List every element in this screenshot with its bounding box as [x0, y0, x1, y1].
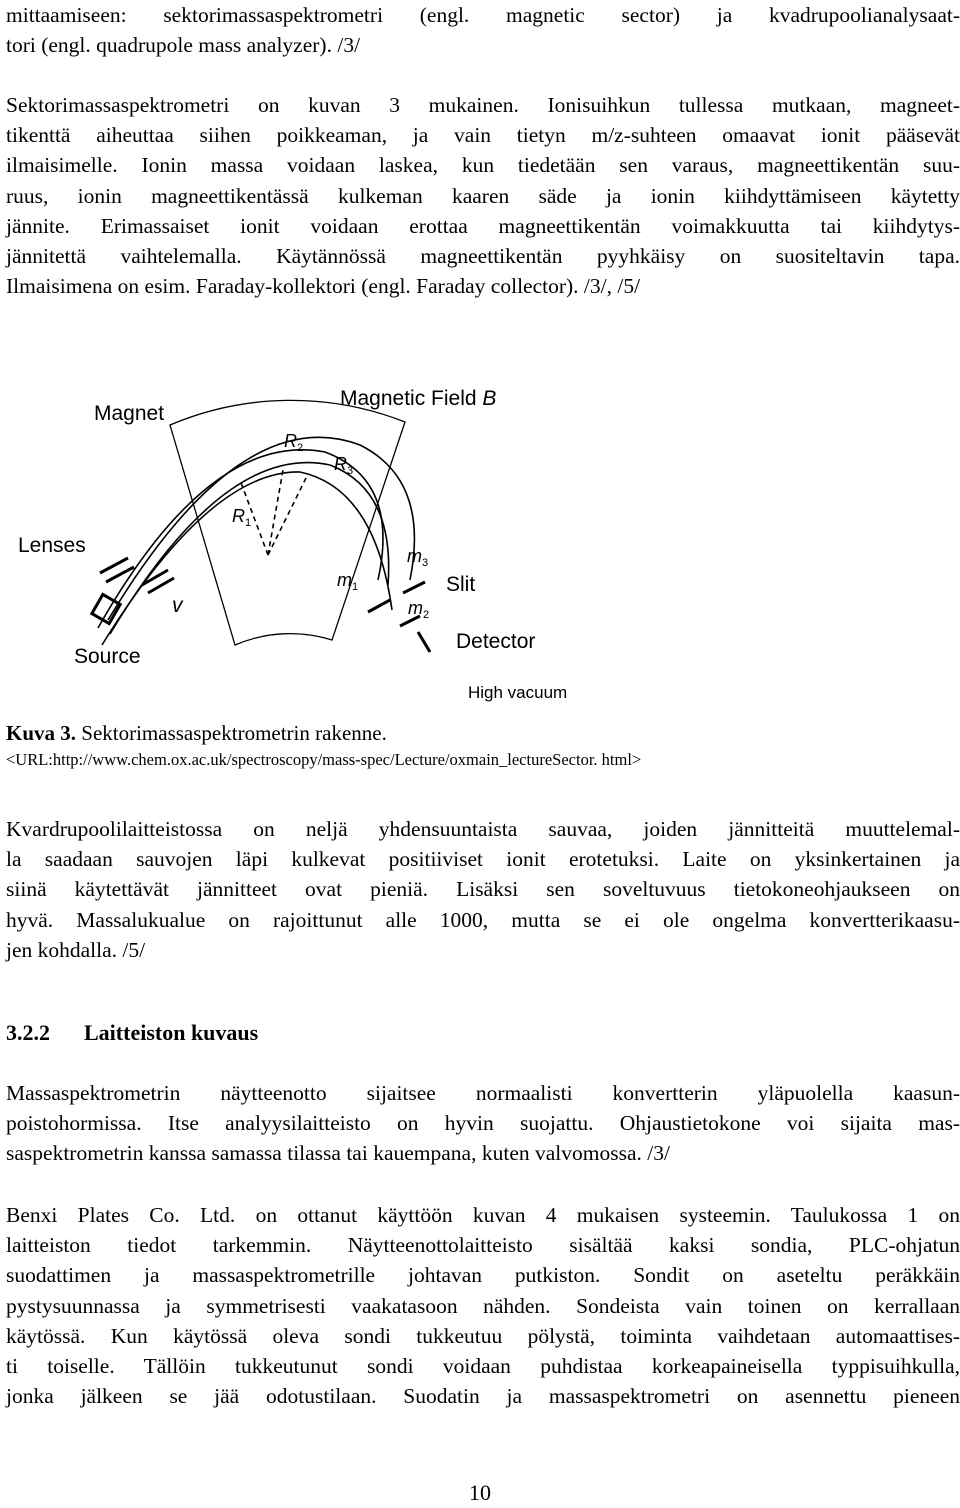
text-line: jen kohdalla. /5/ — [6, 937, 146, 962]
text-line: pystysuunnassa ja symmetrisesti vaakatasoon nähden. Sondeista vain toinen on kerrallaan — [6, 1293, 960, 1318]
text-line: tori (engl. quadrupole mass analyzer). /3/ — [6, 33, 361, 58]
mass-m3-label: $m_3$ — [407, 546, 429, 569]
radius-r1-label: $R_1$ — [232, 506, 252, 529]
paragraph-sector-spectrometer — [6, 90, 960, 301]
figure-source-url: <URL:http://www.chem.ox.ac.uk/spectroscopy/mass-spec/Lecture/oxmain_lectureSector. html> — [6, 750, 642, 769]
text-line: poistohormissa. Itse analyysilaitteisto on hyvin suojattu. Ohjaustietokone voi sijaita mas- — [6, 1111, 960, 1136]
text-line: mittaamiseen: sektorimassaspektrometri (engl. magnetic sector) ja kvadrupoolianalysaat- — [6, 3, 960, 27]
paragraph-intro — [6, 0, 960, 60]
text-line: siinä käytettävät jännitteet ovat pieniä. Lisäksi sen soveltuvuus tietokoneohjaukseen on — [6, 877, 960, 902]
text-line: Sektorimassaspektrometri on kuvan 3 mukainen. Ionisuihkun tullessa mutkaan, magneet- — [6, 93, 960, 117]
text-line: Massaspektrometrin näytteenotto sijaitsee normaalisti konvertterin yläpuolella kaasun- — [6, 1081, 960, 1105]
section-title: Laitteiston kuvaus — [84, 1020, 259, 1045]
page-number: 10 — [469, 1480, 491, 1505]
paragraph-sampling-location — [6, 1078, 960, 1169]
text-line: jonka jälkeen se jää odotustilaan. Suodatin ja massaspektrometri on asennettu pieneen — [6, 1384, 960, 1409]
text-line: Benxi Plates Co. Ltd. on ottanut käyttöön kuvan 4 mukaisen systeemin. Taulukossa 1 on — [6, 1203, 960, 1227]
text-line: ti toiselle. Tällöin tukkeutunut sondi voidaan puhdistaa korkeapaineisella typpisuihkulla, — [6, 1354, 960, 1379]
text-line: Ilmaisimena on esim. Faraday-kollektori (engl. Faraday collector). /3/, /5/ — [6, 274, 641, 299]
high-vacuum-label: High vacuum — [468, 683, 568, 702]
slit-label: Slit — [446, 573, 476, 596]
lenses-label: Lenses — [18, 534, 86, 557]
text-line: laitteiston tiedot tarkemmin. Näytteenottolaitteisto sisältää kaksi sondia, PLC-ohjatun — [6, 1233, 960, 1258]
magnetic-field-label: Magnetic Field B — [340, 387, 497, 410]
figure-caption — [6, 720, 387, 746]
source-label: Source — [74, 645, 141, 668]
velocity-label: v — [172, 594, 183, 617]
radius-r2-label: $R_2$ — [284, 431, 304, 454]
text-line: tikenttä aiheuttaa siihen poikkeaman, ja vain tietyn m/z-suhteen omaavat ionit pääsevät — [6, 123, 960, 148]
section-heading — [6, 1020, 258, 1046]
detector-label: Detector — [456, 630, 536, 653]
caption-text: Sektorimassaspektrometrin rakenne. — [76, 721, 387, 745]
text-line: suodattimen ja massaspektrometrille johtavan putkiston. Sondit on aseteltu peräkkäin — [6, 1263, 960, 1288]
radius-r3-label: $R_3$ — [334, 454, 354, 477]
section-number: 3.2.2 — [6, 1020, 50, 1045]
text-line: käytössä. Kun käytössä oleva sondi tukkeutuu pölystä, toiminta vaihdetaan automaattises- — [6, 1323, 960, 1348]
text-line: jännite. Erimassaiset ionit voidaan erottaa magneettikentän voimakkuutta tai kiihdytys- — [6, 213, 960, 238]
text-line: ruus, ionin magneettikentässä kulkeman kaaren säde ja ionin kiihdyttämiseen käytetty — [6, 183, 960, 208]
paragraph-benxi-system — [6, 1200, 960, 1411]
text-line: ilmaisimelle. Ionin massa voidaan laskea, kun tiedetään sen varaus, magneettikentän suu- — [6, 153, 960, 178]
text-line: la saadaan sauvojen läpi kulkevat positiiviset ionit erotetuksi. Laite on yksinkertainen ja — [6, 847, 960, 872]
mass-m1-label: $m_1$ — [337, 570, 359, 593]
mass-m2-label: $m_2$ — [408, 598, 430, 621]
magnet-label: Magnet — [94, 402, 165, 425]
text-line: Kvardrupoolilaitteistossa on neljä yhdensuuntaista sauvaa, joiden jännitteitä muuttelemal- — [6, 817, 960, 841]
text-line: saspektrometrin kanssa samassa tilassa tai kauempana, kuten valvomossa. /3/ — [6, 1141, 670, 1166]
paragraph-quadrupole — [6, 814, 960, 965]
text-line: jännitettä vaihtelemalla. Käytännössä magneettikentän pyyhkäisy on suositeltavin tapa. — [6, 244, 960, 269]
sector-mass-spectrometer-diagram — [0, 360, 590, 705]
text-line: hyvä. Massalukualue on rajoittunut alle 1000, mutta se ei ole ongelma konvertterikaasu- — [6, 907, 960, 932]
caption-label: Kuva 3. — [6, 721, 77, 745]
